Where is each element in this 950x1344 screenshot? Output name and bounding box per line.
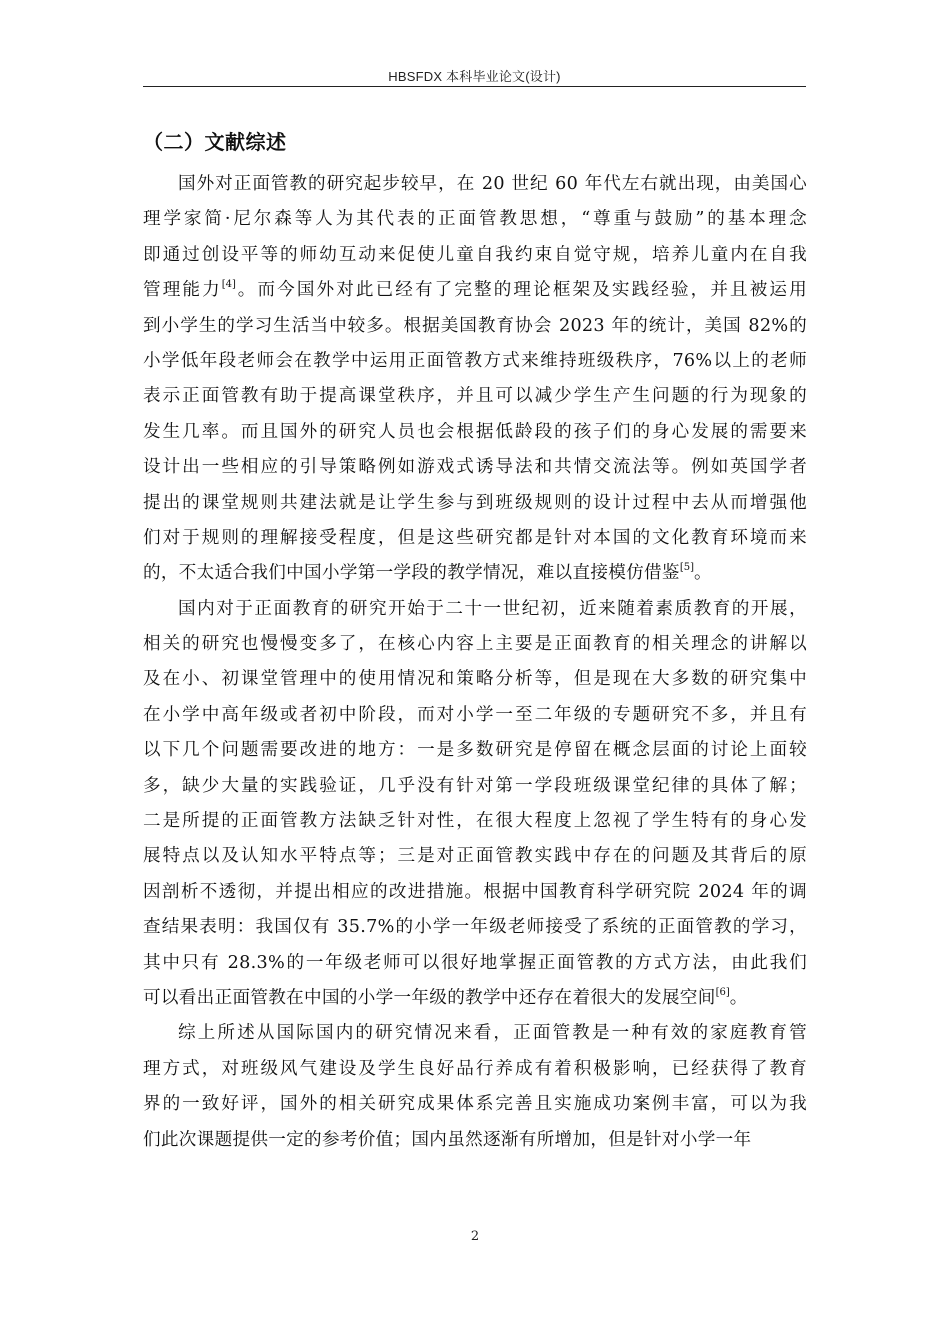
text-line: 们此次课题提供一定的参考价值；国内虽然逐渐有所增加，但是针对小学一年 <box>143 1129 752 1150</box>
text-line: 其中只有 28.3%的一年级老师可以很好地掌握正面管教的方式方法，由此我们 <box>143 952 807 973</box>
text-line: 在小学中高年级或者初中阶段，而对小学一至二年级的专题研究不多，并且有 <box>143 704 807 725</box>
text-line: 表示正面管教有助于提高课堂秩序，并且可以减少学生产生问题的行为现象的 <box>143 386 807 407</box>
text-line: 界的一致好评，国外的相关研究成果体系完善且实施成功案例丰富，可以为我 <box>143 1094 807 1115</box>
section-title: （二）文献综述 <box>143 130 287 154</box>
text-line: 综上所述从国际国内的研究情况来看，正面管教是一种有效的家庭教育管 <box>178 1023 807 1044</box>
text-line: 即通过创设平等的师幼互动来促使儿童自我约束自觉守规，培养儿童内在自我 <box>143 244 807 265</box>
text-line: 发生几率。而且国外的研究人员也会根据低龄段的孩子们的身心发展的需要来 <box>143 421 807 442</box>
paragraph <box>143 1016 807 1158</box>
text-line: 提出的课堂规则共建法就是让学生参与到班级规则的设计过程中去从而增强他 <box>143 492 807 513</box>
citation-ref: [6] <box>715 986 730 998</box>
line-text: 。 <box>729 987 748 1008</box>
citation-ref: [4] <box>221 279 236 291</box>
text-line: 设计出一些相应的引导策略例如游戏式诱导法和共情交流法等。例如英国学者 <box>143 457 807 478</box>
line-text: 管理能力 <box>143 280 222 301</box>
text-line <box>143 981 807 1016</box>
paragraph <box>143 167 807 592</box>
text-line: 多，缺少大量的实践验证，几乎没有针对第一学段班级课堂纪律的具体了解； <box>143 775 807 796</box>
text-line: 相关的研究也慢慢变多了，在核心内容上主要是正面教育的相关理念的讲解以 <box>143 634 807 655</box>
text-line: 国外对正面管教的研究起步较早，在 20 世纪 60 年代左右就出现，由美国心 <box>178 174 807 194</box>
header-rule <box>143 86 806 87</box>
text-line: 们对于规则的理解接受程度，但是这些研究都是针对本国的文化教育环境而来 <box>143 527 807 548</box>
text-line: 展特点以及认知水平特点等；三是对正面管教实践中存在的问题及其背后的原 <box>143 846 807 867</box>
text-line <box>143 273 807 308</box>
paragraph <box>143 592 807 1017</box>
text-line: 查结果表明：我国仅有 35.7%的小学一年级老师接受了系统的正面管教的学习， <box>143 917 807 938</box>
running-header: HBSFDX 本科毕业论文(设计) <box>388 69 561 84</box>
text-line <box>143 556 807 591</box>
line-text: 的，不太适合我们中国小学第一学段的教学情况，难以直接模仿借鉴 <box>143 563 680 584</box>
text-line: 到小学生的学习生活当中较多。根据美国教育协会 2023 年的统计，美国 82%的 <box>143 315 807 336</box>
text-line: 理方式，对班级风气建设及学生良好品行养成有着积极影响，已经获得了教育 <box>143 1058 807 1079</box>
text-line: 因剖析不透彻，并提出相应的改进措施。根据中国教育科学研究院 2024 年的调 <box>143 881 807 902</box>
text-line: 理学家简·尼尔森等人为其代表的正面管教思想，“尊重与鼓励”的基本理念 <box>143 209 807 230</box>
text-line: 国内对于正面教育的研究开始于二十一世纪初，近来随着素质教育的开展， <box>178 598 807 619</box>
text-line: 及在小、初课堂管理中的使用情况和策略分析等，但是现在大多数的研究集中 <box>143 669 807 690</box>
line-text: 。而今国外对此已经有了完整的理论框架及实践经验，并且被运用 <box>235 280 808 301</box>
line-text: 。 <box>694 563 712 584</box>
citation-ref: [5] <box>679 562 694 574</box>
body-text <box>143 167 807 1158</box>
text-line: 以下几个问题需要改进的地方：一是多数研究是停留在概念层面的讨论上面较 <box>143 740 807 761</box>
line-text: 可以看出正面管教在中国的小学一年级的教学中还存在着很大的发展空间 <box>143 987 716 1008</box>
page-number: 2 <box>470 1229 480 1244</box>
text-line: 二是所提的正面管教方法缺乏针对性，在很大程度上忽视了学生特有的身心发 <box>143 811 807 832</box>
text-line: 小学低年段老师会在教学中运用正面管教方式来维持班级秩序，76%以上的老师 <box>143 350 807 371</box>
